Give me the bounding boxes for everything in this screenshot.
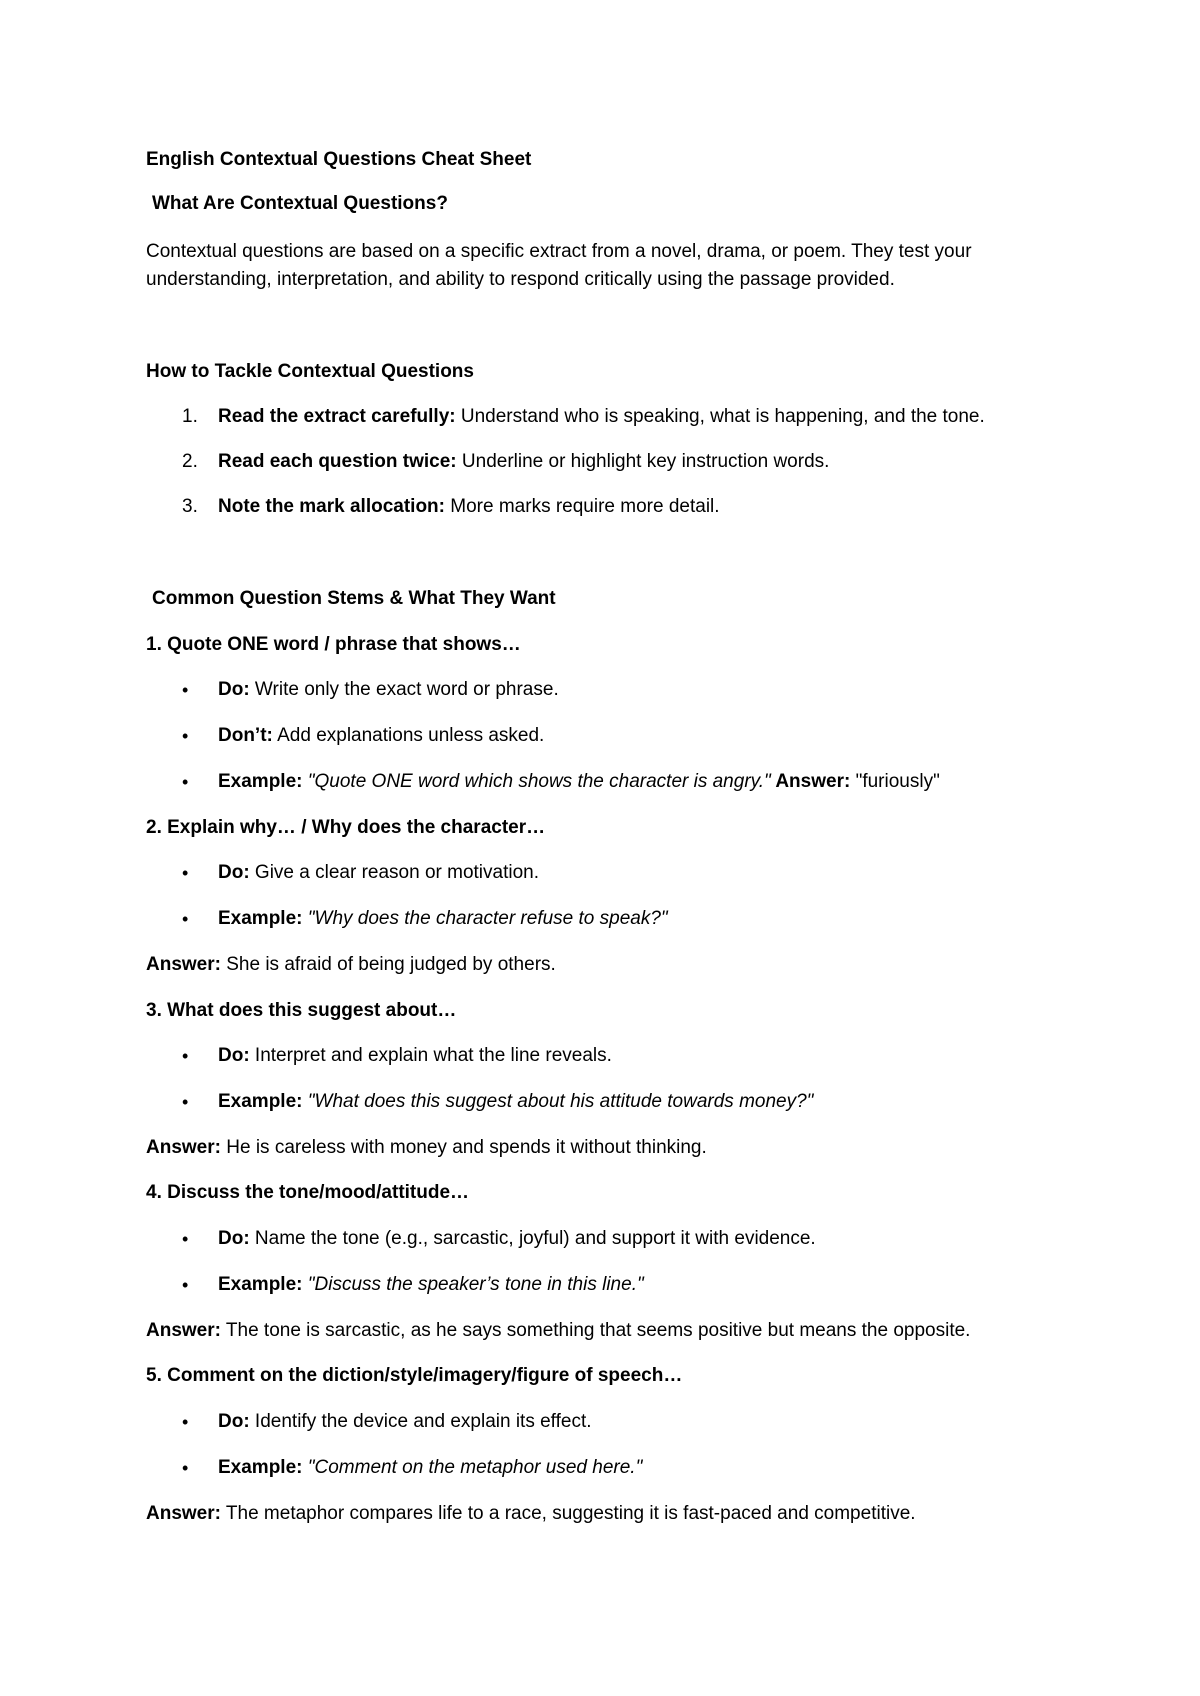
step-text: Understand who is speaking, what is happening, and the tone. bbox=[455, 406, 985, 427]
stem-5-example: Example: "Comment on the metaphor used here." bbox=[218, 1457, 643, 1478]
step-text: More marks require more detail. bbox=[445, 496, 720, 517]
stem-5-do: Do: Identify the device and explain its effect. bbox=[218, 1411, 592, 1432]
step-text: Underline or highlight key instruction words. bbox=[456, 451, 830, 472]
stem-1-example: Example: "Quote ONE word which shows the character is angry." Answer: "furiously" bbox=[218, 771, 940, 792]
how-heading: How to Tackle Contextual Questions bbox=[146, 361, 474, 382]
what-heading: What Are Contextual Questions? bbox=[152, 193, 448, 214]
step-item bbox=[218, 495, 720, 519]
stem-1-do: Do: Write only the exact word or phrase. bbox=[218, 679, 559, 700]
bullet-dot: • bbox=[182, 1275, 189, 1295]
stem-1-title: 1. Quote ONE word / phrase that shows… bbox=[146, 634, 521, 655]
bullet-dot: • bbox=[182, 863, 189, 883]
stem-4-example: Example: "Discuss the speaker’s tone in this line." bbox=[218, 1274, 644, 1295]
step-number: 3. bbox=[182, 496, 198, 517]
step-item bbox=[218, 405, 985, 429]
step-label: Note the mark allocation: bbox=[218, 496, 445, 517]
step-label: Read the extract carefully: bbox=[218, 406, 456, 427]
stem-4-do: Do: Name the tone (e.g., sarcastic, joyful) and support it with evidence. bbox=[218, 1228, 816, 1249]
bullet-dot: • bbox=[182, 680, 189, 700]
stem-2-example: Example: "Why does the character refuse to speak?" bbox=[218, 908, 668, 929]
stem-3-title: 3. What does this suggest about… bbox=[146, 1000, 457, 1021]
bullet-dot: • bbox=[182, 1412, 189, 1432]
bullet-dot: • bbox=[182, 1092, 189, 1112]
bullet-dot: • bbox=[182, 909, 189, 929]
bullet-dot: • bbox=[182, 772, 189, 792]
stem-4-answer: Answer: The tone is sarcastic, as he says something that seems positive but means the opposite. bbox=[146, 1320, 971, 1341]
stem-5-title: 5. Comment on the diction/style/imagery/figure of speech… bbox=[146, 1365, 683, 1386]
bullet-dot: • bbox=[182, 1046, 189, 1066]
stem-4-title: 4. Discuss the tone/mood/attitude… bbox=[146, 1182, 470, 1203]
document-title: English Contextual Questions Cheat Sheet bbox=[146, 149, 532, 170]
stem-3-example: Example: "What does this suggest about his attitude towards money?" bbox=[218, 1091, 814, 1112]
what-paragraph-line-2: understanding, interpretation, and ability to respond critically using the passage provided. bbox=[146, 269, 895, 290]
bullet-dot: • bbox=[182, 726, 189, 746]
what-paragraph-line-1: Contextual questions are based on a specific extract from a novel, drama, or poem. They test your bbox=[146, 241, 972, 262]
step-item bbox=[218, 450, 829, 474]
stem-1-dont: Don’t: Add explanations unless asked. bbox=[218, 725, 545, 746]
stem-2-answer: Answer: She is afraid of being judged by others. bbox=[146, 954, 556, 975]
step-number: 1. bbox=[182, 406, 198, 427]
bullet-dot: • bbox=[182, 1458, 189, 1478]
stem-2-title: 2. Explain why… / Why does the character… bbox=[146, 817, 546, 838]
stem-5-answer: Answer: The metaphor compares life to a race, suggesting it is fast-paced and competitive. bbox=[146, 1503, 916, 1524]
step-label: Read each question twice: bbox=[218, 451, 457, 472]
stem-3-do: Do: Interpret and explain what the line reveals. bbox=[218, 1045, 612, 1066]
stem-2-do: Do: Give a clear reason or motivation. bbox=[218, 862, 540, 883]
bullet-dot: • bbox=[182, 1229, 189, 1249]
stems-heading: Common Question Stems & What They Want bbox=[152, 588, 556, 609]
stem-3-answer: Answer: He is careless with money and spends it without thinking. bbox=[146, 1137, 707, 1158]
step-number: 2. bbox=[182, 451, 198, 472]
